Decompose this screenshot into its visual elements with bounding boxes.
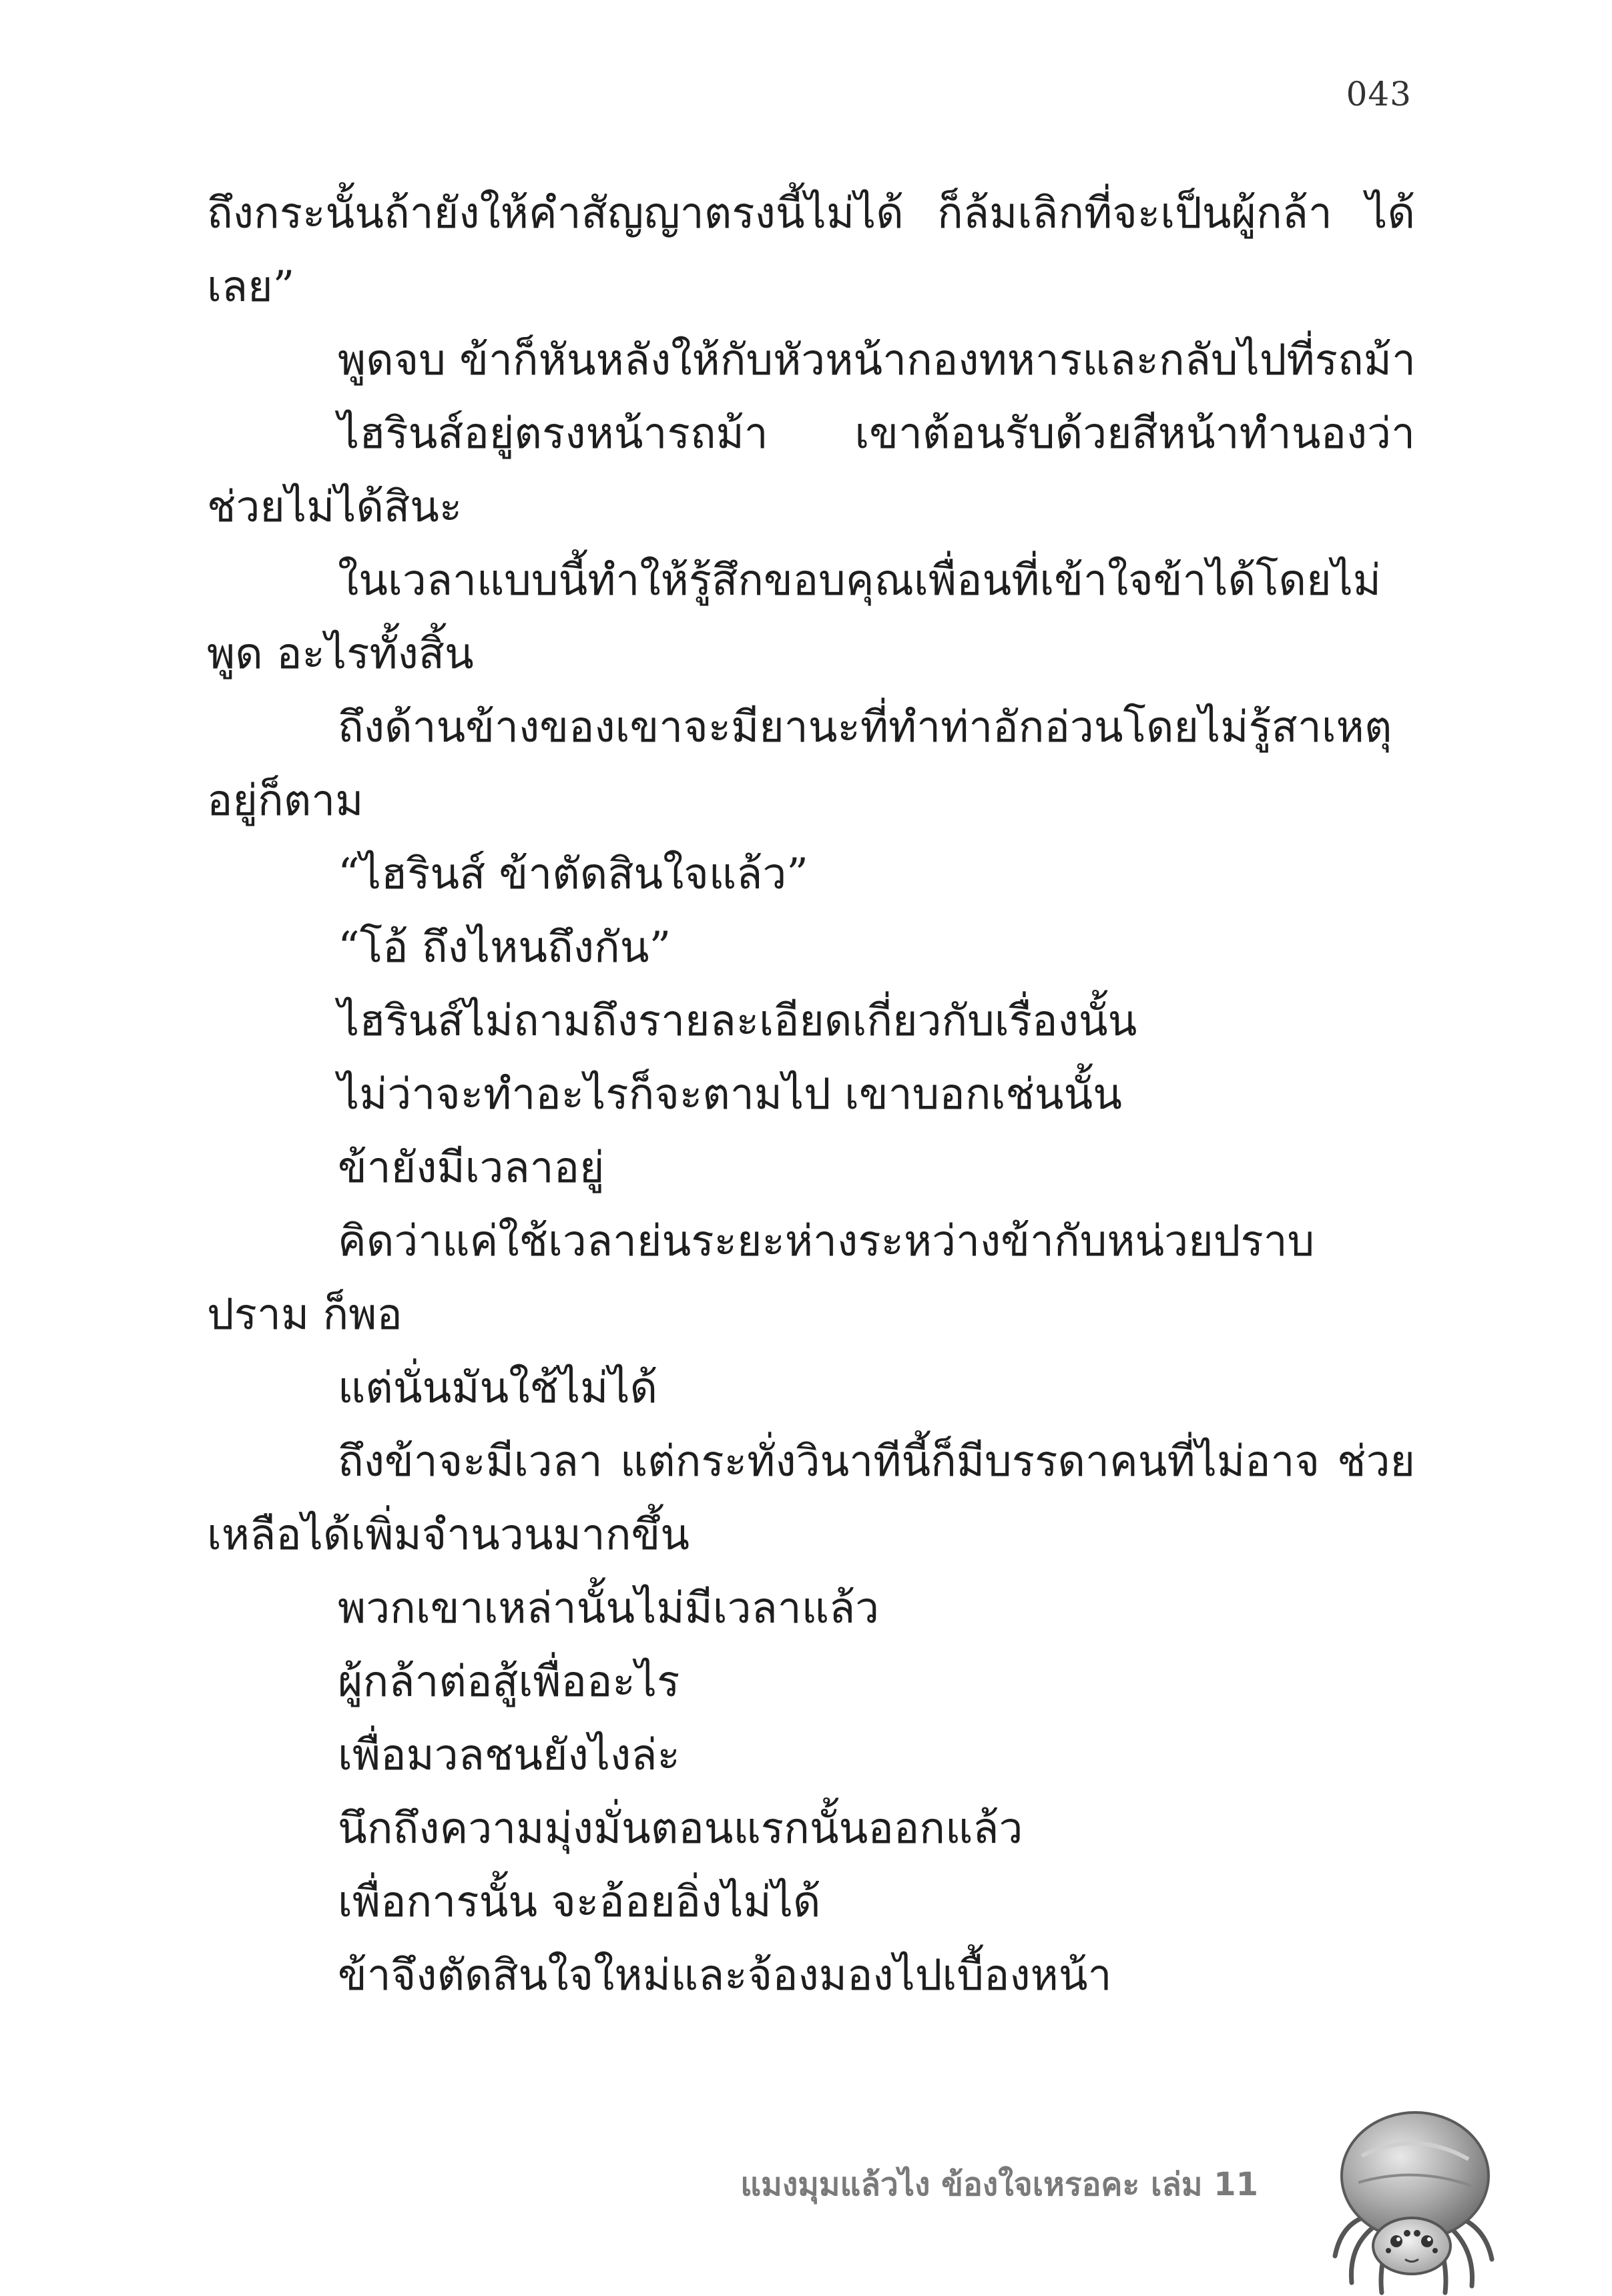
paragraph: ผู้กล้าต่อสู้เพื่ออะไร [338, 1657, 680, 1707]
paragraph: ถึงข้าจะมีเวลา แต่กระทั่งวินาทีนี้ก็มีบรรดาคนที่ไม่อาจ ช่วยเหลือได้เพิ่มจำนวนมากขึ้น [207, 1437, 1415, 1560]
footer-book-title: แมงมุมแล้วไง ข้องใจเหรอคะ เล่ม 11 [740, 2166, 1258, 2203]
spider-mascot-icon [1322, 2102, 1509, 2296]
body-text [207, 177, 1415, 2012]
paragraph: ในเวลาแบบนี้ทำให้รู้สึกขอบคุณเพื่อนที่เข้าใจข้าได้โดยไม่พูด อะไรทั้งสิ้น [207, 556, 1381, 679]
paragraph: แต่นั่นมันใช้ไม่ได้ [338, 1364, 658, 1413]
paragraph: คิดว่าแค่ใช้เวลาย่นระยะห่างระหว่างข้ากับหน่วยปราบปราม ก็พอ [207, 1217, 1315, 1340]
paragraph: พวกเขาเหล่านั้นไม่มีเวลาแล้ว [338, 1584, 880, 1633]
paragraph: “ไฮรินส์ ข้าตัดสินใจแล้ว” [338, 850, 808, 899]
paragraph: เพื่อการนั้น จะอ้อยอิ่งไม่ได้ [338, 1878, 821, 1927]
paragraph: พูดจบ ข้าก็หันหลังให้กับหัวหน้ากองทหารและกลับไปที่รถม้า [338, 336, 1416, 385]
paragraph: ไฮรินส์ไม่ถามถึงรายละเอียดเกี่ยวกับเรื่องนั้น [338, 996, 1137, 1046]
paragraph: ข้ายังมีเวลาอยู่ [338, 1143, 605, 1193]
paragraph: ถึงด้านข้างของเขาจะมียานะที่ทำท่าอักอ่วนโดยไม่รู้สาเหตุ อยู่ก็ตาม [207, 703, 1392, 826]
page-number: 043 [1346, 75, 1412, 113]
paragraph: “โอ้ ถึงไหนถึงกัน” [338, 923, 671, 972]
paragraph: ข้าจึงตัดสินใจใหม่และจ้องมองไปเบื้องหน้า [338, 1951, 1112, 2000]
paragraph: ถึงกระนั้นถ้ายังให้คำสัญญาตรงนี้ไม่ได้ ก็ล้มเลิกที่จะเป็นผู้กล้า ได้เลย” [207, 189, 1415, 312]
paragraph: ไม่ว่าจะทำอะไรก็จะตามไป เขาบอกเช่นนั้น [338, 1070, 1123, 1119]
paragraph: เพื่อมวลชนยังไงล่ะ [338, 1731, 680, 1780]
paragraph: ไฮรินส์อยู่ตรงหน้ารถม้า เขาต้อนรับด้วยสีหน้าทำนองว่า ช่วยไม่ได้สินะ [207, 409, 1415, 532]
paragraph: นึกถึงความมุ่งมั่นตอนแรกนั้นออกแล้ว [338, 1804, 1023, 1853]
